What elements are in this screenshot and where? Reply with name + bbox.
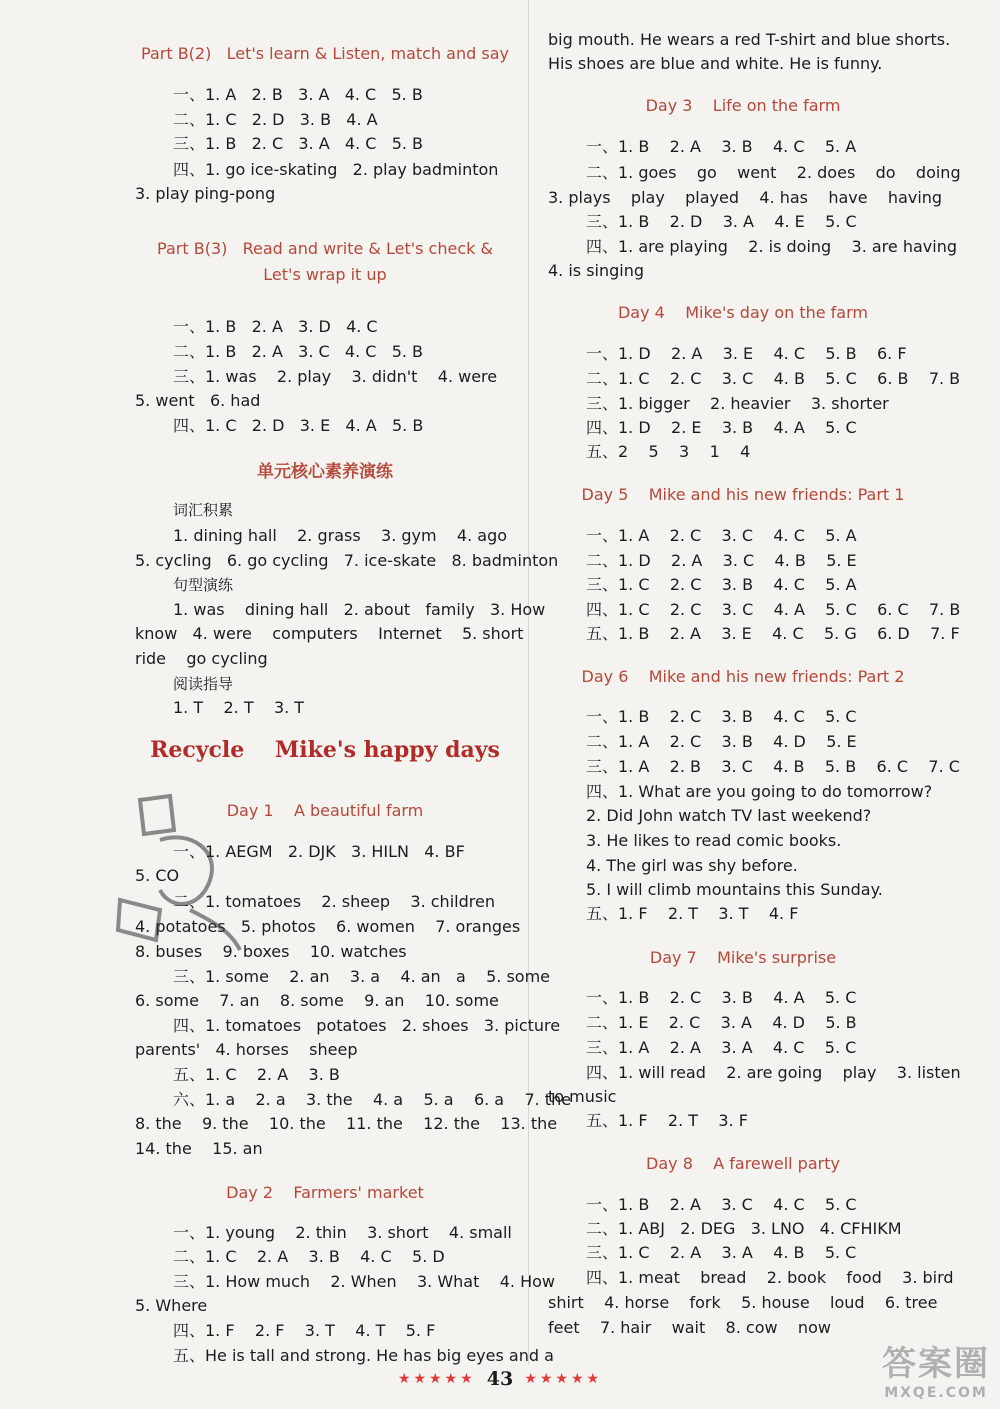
core-practice-title: 单元核心素养演练 xyxy=(257,462,393,482)
answer-line: 3. plays play played 4. has have having xyxy=(548,188,943,207)
answer-line: 二、1. C 2. C 3. C 4. B 5. C 6. B 7. B xyxy=(586,369,961,388)
answer-line: 三、1. C 2. A 3. A 4. B 5. C xyxy=(586,1243,857,1262)
answer-line: 二、1. C 2. D 3. B 4. A xyxy=(173,110,378,129)
answer-line: 三、1. B 2. D 3. A 4. E 5. C xyxy=(586,212,857,231)
answer-line: parents' 4. horses sheep xyxy=(135,1040,358,1059)
answer-line: 一、1. young 2. thin 3. short 4. small xyxy=(173,1223,512,1242)
answer-line: 3. play ping-pong xyxy=(135,184,276,203)
answer-line: 四、1. tomatoes potatoes 2. shoes 3. picture xyxy=(173,1016,561,1035)
part-b3-title-cont: Let's wrap it up xyxy=(263,265,387,284)
answer-line: 四、1. F 2. F 3. T 4. T 5. F xyxy=(173,1321,436,1340)
answer-line: 3. He likes to read comic books. xyxy=(586,831,842,850)
answer-line: 三、1. bigger 2. heavier 3. shorter xyxy=(586,394,889,413)
answer-line: 一、1. B 2. A 3. C 4. C 5. C xyxy=(586,1195,857,1214)
answer-line: 8. the 9. the 10. the 11. the 12. the 13. the xyxy=(135,1114,558,1133)
answer-line: 一、1. A 2. C 3. C 4. C 5. A xyxy=(586,526,857,545)
answer-line: 1. T 2. T 3. T xyxy=(173,698,305,717)
answer-line: His shoes are blue and white. He is funny. xyxy=(548,54,883,73)
answer-line: 四、1. are playing 2. is doing 3. are having xyxy=(586,237,957,256)
day5-title: Day 5 Mike and his new friends: Part 1 xyxy=(581,485,905,504)
answer-line: 四、1. What are you going to do tomorrow? xyxy=(586,782,933,801)
answer-line: feet 7. hair wait 8. cow now xyxy=(548,1318,831,1337)
answer-line: 一、1. A 2. B 3. A 4. C 5. B xyxy=(173,85,423,104)
answer-line: 一、1. B 2. A 3. B 4. C 5. A xyxy=(586,137,857,156)
page-footer xyxy=(0,1368,1000,1398)
answer-line: 五、He is tall and strong. He has big eyes and a xyxy=(173,1346,554,1365)
answer-line: 四、1. D 2. E 3. B 4. A 5. C xyxy=(586,418,857,437)
answer-line: ride go cycling xyxy=(135,649,268,668)
answer-line: shirt 4. horse fork 5. house loud 6. tree xyxy=(548,1293,938,1312)
answer-line: 五、2 5 3 1 4 xyxy=(586,442,751,461)
answer-line: 5. went 6. had xyxy=(135,391,261,410)
answer-line: 5. Where xyxy=(135,1296,208,1315)
day6-title: Day 6 Mike and his new friends: Part 2 xyxy=(581,667,905,686)
answer-line: 四、1. C 2. D 3. E 4. A 5. B xyxy=(173,416,424,435)
page-number: 43 xyxy=(486,1368,514,1390)
answer-line: 二、1. B 2. A 3. C 4. C 5. B xyxy=(173,342,424,361)
answer-line: 五、1. F 2. T 3. F xyxy=(586,1111,748,1130)
answer-line: 六、1. a 2. a 3. the 4. a 5. a 6. a 7. the xyxy=(173,1090,572,1109)
answer-line: 4. is singing xyxy=(548,261,645,280)
answer-line: 4. potatoes 5. photos 6. women 7. oranges xyxy=(135,917,521,936)
answer-line: 五、1. B 2. A 3. E 4. C 5. G 6. D 7. F xyxy=(586,624,960,643)
answer-line: 三、1. C 2. C 3. B 4. C 5. A xyxy=(586,575,857,594)
sentence-label: 句型演练 xyxy=(173,576,234,594)
answer-line: 1. dining hall 2. grass 3. gym 4. ago xyxy=(173,526,508,545)
day7-title: Day 7 Mike's surprise xyxy=(649,948,837,967)
answer-line: 三、1. B 2. C 3. A 4. C 5. B xyxy=(173,134,424,153)
day2-title: Day 2 Farmers' market xyxy=(226,1183,424,1202)
answer-line: 四、1. go ice-skating 2. play badminton xyxy=(173,160,499,179)
answer-line: 1. was dining hall 2. about family 3. How xyxy=(173,600,546,619)
vocab-label: 词汇积累 xyxy=(173,501,234,519)
answer-line: 二、1. A 2. C 3. B 4. D 5. E xyxy=(586,732,857,751)
column-divider xyxy=(528,0,529,1365)
answer-line: to music xyxy=(548,1087,617,1106)
answer-line: 二、1. C 2. A 3. B 4. C 5. D xyxy=(173,1247,445,1266)
answer-line: 2. Did John watch TV last weekend? xyxy=(586,806,872,825)
answer-line: 一、1. B 2. A 3. D 4. C xyxy=(173,317,378,336)
answer-line: 5. CO xyxy=(135,866,180,885)
stamp-graphic xyxy=(100,790,260,960)
answer-line: 四、1. will read 2. are going play 3. listen xyxy=(586,1063,961,1082)
site-watermark xyxy=(882,1336,990,1401)
day1-title: Day 1 A beautiful farm xyxy=(226,801,424,820)
answer-line: 三、1. A 2. A 3. A 4. C 5. C xyxy=(586,1038,857,1057)
answer-line: 三、1. some 2. an 3. a 4. an a 5. some xyxy=(173,967,551,986)
answer-line: 五、1. C 2. A 3. B xyxy=(173,1065,340,1084)
star-decoration-right: ★★★★★ xyxy=(524,1371,603,1387)
answer-line: 14. the 15. an xyxy=(135,1139,263,1158)
reading-label: 阅读指导 xyxy=(173,675,234,693)
answer-line: 6. some 7. an 8. some 9. an 10. some xyxy=(135,991,499,1010)
answer-line: big mouth. He wears a red T-shirt and blue shorts. xyxy=(548,30,951,49)
answer-line: 三、1. was 2. play 3. didn't 4. were xyxy=(173,367,498,386)
answer-line: 8. buses 9. boxes 10. watches xyxy=(135,942,407,961)
answer-line: 四、1. meat bread 2. book food 3. bird xyxy=(586,1268,954,1287)
answer-line: know 4. were computers Internet 5. short xyxy=(135,624,524,643)
part-b3-title: Part B(3) Read and write & Let's check & xyxy=(157,239,493,258)
answer-line: 三、1. How much 2. When 3. What 4. How xyxy=(173,1272,555,1291)
watermark-en: MXQE.COM xyxy=(884,1385,988,1401)
answer-line: 五、1. F 2. T 3. T 4. F xyxy=(586,904,799,923)
answer-line: 5. cycling 6. go cycling 7. ice-skate 8. badminton xyxy=(135,551,559,570)
answer-line: 二、1. tomatoes 2. sheep 3. children xyxy=(173,892,495,911)
answer-line: 一、1. B 2. C 3. B 4. C 5. C xyxy=(586,707,857,726)
answer-line: 三、1. A 2. B 3. C 4. B 5. B 6. C 7. C xyxy=(586,757,960,776)
part-b2-title: Part B(2) Let's learn & Listen, match and say xyxy=(141,44,509,63)
answer-line: 5. I will climb mountains this Sunday. xyxy=(586,880,883,899)
recycle-title: Recycle Mike's happy days xyxy=(150,737,500,763)
answer-line: 二、1. E 2. C 3. A 4. D 5. B xyxy=(586,1013,857,1032)
answer-line: 4. The girl was shy before. xyxy=(586,856,798,875)
answer-line: 一、1. B 2. C 3. B 4. A 5. C xyxy=(586,988,857,1007)
answer-line: 二、1. ABJ 2. DEG 3. LNO 4. CFHIKM xyxy=(586,1219,902,1238)
answer-line: 四、1. C 2. C 3. C 4. A 5. C 6. C 7. B xyxy=(586,600,961,619)
day4-title: Day 4 Mike's day on the farm xyxy=(617,303,868,322)
star-decoration-left: ★★★★★ xyxy=(397,1371,476,1387)
answer-line: 二、1. D 2. A 3. C 4. B 5. E xyxy=(586,551,857,570)
day8-title: Day 8 A farewell party xyxy=(646,1154,840,1173)
answer-line: 一、1. AEGM 2. DJK 3. HILN 4. BF xyxy=(173,842,465,861)
answer-line: 二、1. goes go went 2. does do doing xyxy=(586,163,961,182)
watermark-cn: 答案圈 xyxy=(882,1344,990,1384)
answer-line: 一、1. D 2. A 3. E 4. C 5. B 6. F xyxy=(586,344,907,363)
day3-title: Day 3 Life on the farm xyxy=(645,96,841,115)
